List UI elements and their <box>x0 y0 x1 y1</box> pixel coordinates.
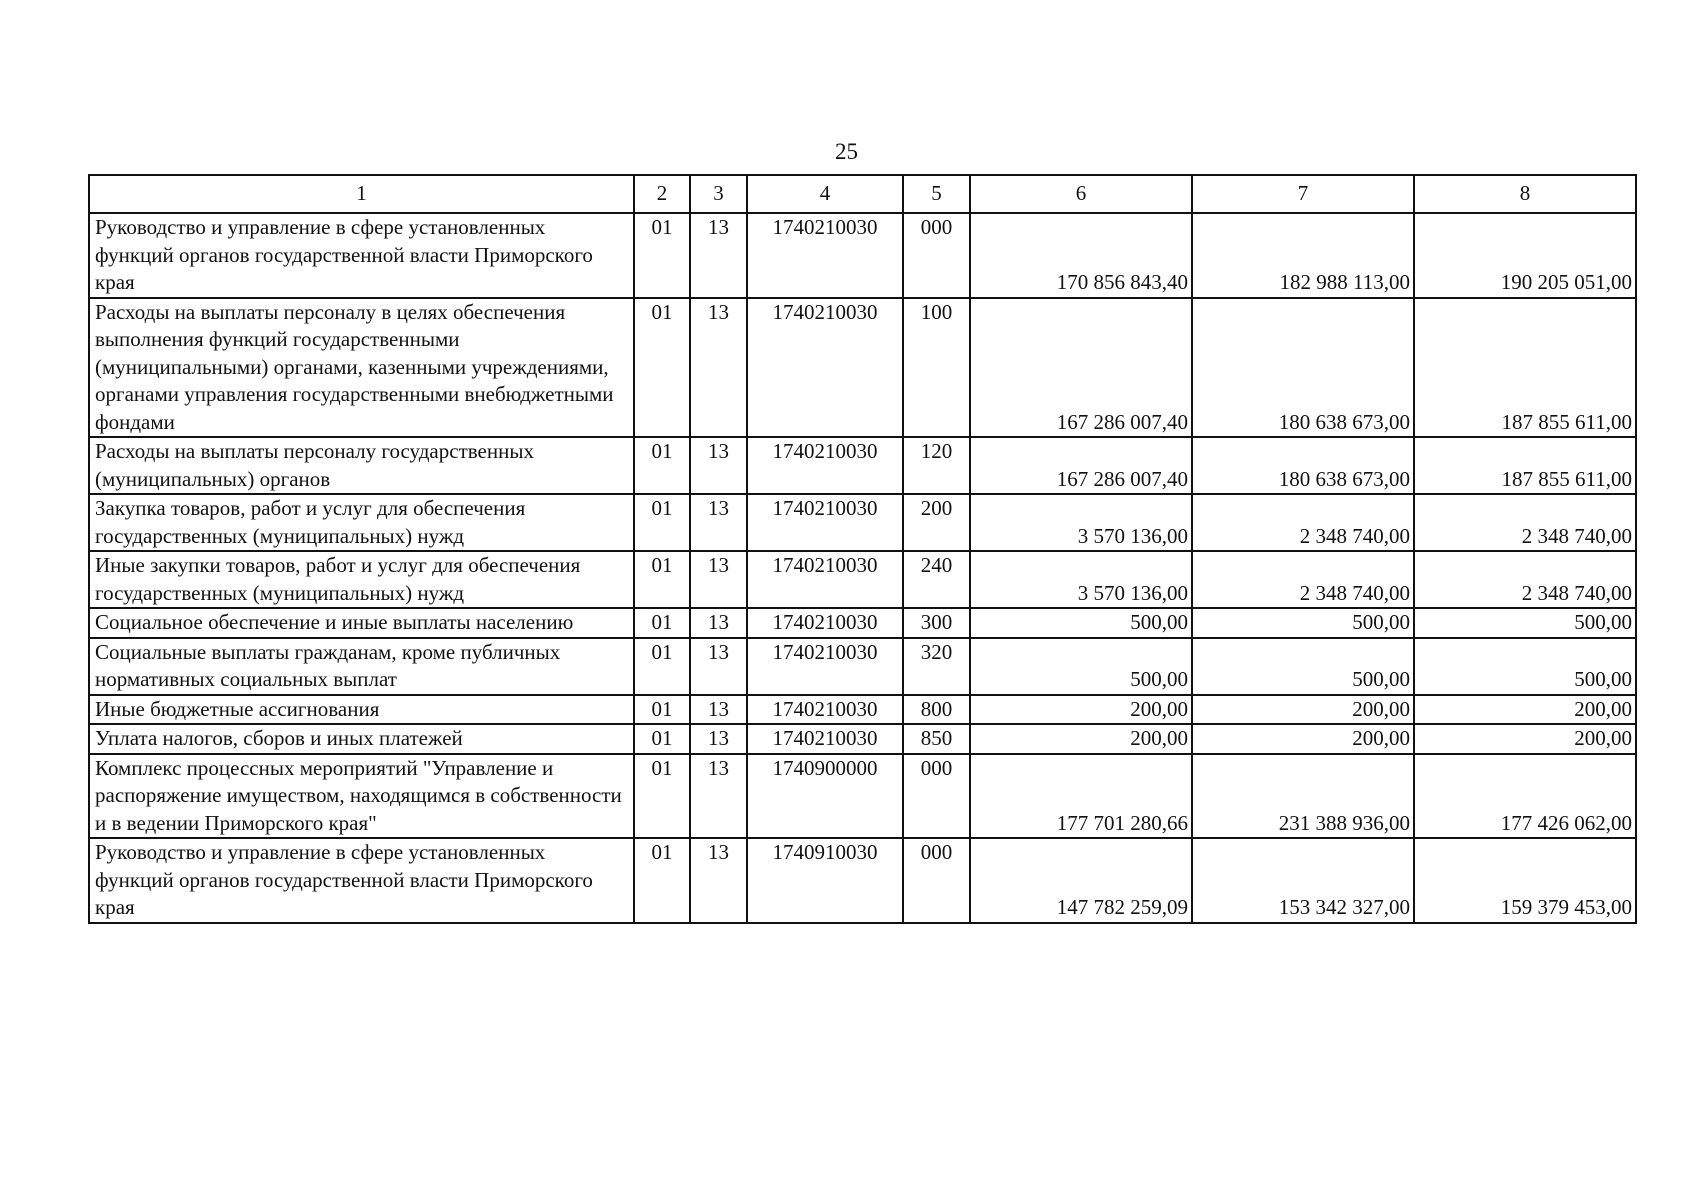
table-row <box>89 437 1636 494</box>
amount-cell: 167 286 007,40 <box>970 437 1192 494</box>
amount-cell: 500,00 <box>970 608 1192 638</box>
target-article-cell: 1740210030 <box>747 724 903 754</box>
section-code-cell: 01 <box>634 695 690 725</box>
header-cell: 5 <box>903 175 970 213</box>
expense-type-cell: 000 <box>903 754 970 839</box>
expense-name-cell: Социальные выплаты гражданам, кроме публичных нормативных социальных выплат <box>89 638 634 695</box>
amount-cell: 182 988 113,00 <box>1192 213 1414 298</box>
amount-cell: 231 388 936,00 <box>1192 754 1414 839</box>
section-code-cell: 01 <box>634 551 690 608</box>
expense-type-cell: 240 <box>903 551 970 608</box>
amount-cell: 3 570 136,00 <box>970 551 1192 608</box>
target-article-cell: 1740210030 <box>747 213 903 298</box>
subsection-code-cell: 13 <box>690 838 747 923</box>
target-article-cell: 1740210030 <box>747 298 903 438</box>
amount-cell: 177 701 280,66 <box>970 754 1192 839</box>
expense-type-cell: 800 <box>903 695 970 725</box>
budget-table <box>88 174 1637 924</box>
expense-name-cell: Уплата налогов, сборов и иных платежей <box>89 724 634 754</box>
amount-cell: 500,00 <box>1414 638 1636 695</box>
amount-cell: 2 348 740,00 <box>1192 494 1414 551</box>
amount-cell: 167 286 007,40 <box>970 298 1192 438</box>
expense-type-cell: 120 <box>903 437 970 494</box>
subsection-code-cell: 13 <box>690 298 747 438</box>
target-article-cell: 1740210030 <box>747 695 903 725</box>
header-cell: 1 <box>89 175 634 213</box>
section-code-cell: 01 <box>634 213 690 298</box>
table-row <box>89 695 1636 725</box>
expense-type-cell: 000 <box>903 213 970 298</box>
expense-type-cell: 100 <box>903 298 970 438</box>
section-code-cell: 01 <box>634 754 690 839</box>
table-row <box>89 838 1636 923</box>
amount-cell: 2 348 740,00 <box>1414 494 1636 551</box>
subsection-code-cell: 13 <box>690 695 747 725</box>
subsection-code-cell: 13 <box>690 551 747 608</box>
subsection-code-cell: 13 <box>690 494 747 551</box>
amount-cell: 2 348 740,00 <box>1414 551 1636 608</box>
expense-name-cell: Расходы на выплаты персоналу в целях обеспечения выполнения функций государственными (муниципальными) органами, казенными учреждениями, органами управления государственными внебюджетными фондами <box>89 298 634 438</box>
amount-cell: 177 426 062,00 <box>1414 754 1636 839</box>
table-body <box>89 175 1636 923</box>
target-article-cell: 1740210030 <box>747 608 903 638</box>
amount-cell: 159 379 453,00 <box>1414 838 1636 923</box>
section-code-cell: 01 <box>634 437 690 494</box>
target-article-cell: 1740210030 <box>747 494 903 551</box>
expense-name-cell: Закупка товаров, работ и услуг для обеспечения государственных (муниципальных) нужд <box>89 494 634 551</box>
amount-cell: 2 348 740,00 <box>1192 551 1414 608</box>
amount-cell: 500,00 <box>1192 638 1414 695</box>
amount-cell: 500,00 <box>970 638 1192 695</box>
table-row <box>89 213 1636 298</box>
header-cell: 3 <box>690 175 747 213</box>
amount-cell: 200,00 <box>1192 695 1414 725</box>
target-article-cell: 1740910030 <box>747 838 903 923</box>
table-row <box>89 551 1636 608</box>
amount-cell: 200,00 <box>1192 724 1414 754</box>
header-cell: 4 <box>747 175 903 213</box>
expense-type-cell: 320 <box>903 638 970 695</box>
subsection-code-cell: 13 <box>690 724 747 754</box>
expense-type-cell: 000 <box>903 838 970 923</box>
expense-name-cell: Руководство и управление в сфере установленных функций органов государственной власти Приморского края <box>89 213 634 298</box>
section-code-cell: 01 <box>634 494 690 551</box>
table-row <box>89 608 1636 638</box>
amount-cell: 500,00 <box>1414 608 1636 638</box>
table-row <box>89 754 1636 839</box>
table-row <box>89 494 1636 551</box>
target-article-cell: 1740210030 <box>747 638 903 695</box>
expense-type-cell: 850 <box>903 724 970 754</box>
amount-cell: 500,00 <box>1192 608 1414 638</box>
amount-cell: 187 855 611,00 <box>1414 437 1636 494</box>
amount-cell: 200,00 <box>1414 695 1636 725</box>
amount-cell: 147 782 259,09 <box>970 838 1192 923</box>
amount-cell: 200,00 <box>970 724 1192 754</box>
amount-cell: 153 342 327,00 <box>1192 838 1414 923</box>
amount-cell: 187 855 611,00 <box>1414 298 1636 438</box>
subsection-code-cell: 13 <box>690 638 747 695</box>
header-cell: 2 <box>634 175 690 213</box>
subsection-code-cell: 13 <box>690 213 747 298</box>
header-cell: 8 <box>1414 175 1636 213</box>
section-code-cell: 01 <box>634 638 690 695</box>
expense-type-cell: 200 <box>903 494 970 551</box>
page-number: 25 <box>835 139 858 164</box>
amount-cell: 180 638 673,00 <box>1192 437 1414 494</box>
expense-name-cell: Расходы на выплаты персоналу государственных (муниципальных) органов <box>89 437 634 494</box>
section-code-cell: 01 <box>634 608 690 638</box>
amount-cell: 200,00 <box>970 695 1192 725</box>
section-code-cell: 01 <box>634 298 690 438</box>
amount-cell: 180 638 673,00 <box>1192 298 1414 438</box>
header-cell: 6 <box>970 175 1192 213</box>
table-row <box>89 638 1636 695</box>
header-cell: 7 <box>1192 175 1414 213</box>
target-article-cell: 1740210030 <box>747 437 903 494</box>
target-article-cell: 1740210030 <box>747 551 903 608</box>
expense-type-cell: 300 <box>903 608 970 638</box>
expense-name-cell: Руководство и управление в сфере установленных функций органов государственной власти Приморского края <box>89 838 634 923</box>
amount-cell: 190 205 051,00 <box>1414 213 1636 298</box>
table-row <box>89 298 1636 438</box>
section-code-cell: 01 <box>634 724 690 754</box>
subsection-code-cell: 13 <box>690 754 747 839</box>
target-article-cell: 1740900000 <box>747 754 903 839</box>
amount-cell: 3 570 136,00 <box>970 494 1192 551</box>
amount-cell: 200,00 <box>1414 724 1636 754</box>
expense-name-cell: Социальное обеспечение и иные выплаты населению <box>89 608 634 638</box>
subsection-code-cell: 13 <box>690 608 747 638</box>
table-header-row <box>89 175 1636 213</box>
section-code-cell: 01 <box>634 838 690 923</box>
expense-name-cell: Комплекс процессных мероприятий "Управление и распоряжение имуществом, находящимся в собственности и в ведении Приморского края" <box>89 754 634 839</box>
expense-name-cell: Иные закупки товаров, работ и услуг для обеспечения государственных (муниципальных) нужд <box>89 551 634 608</box>
amount-cell: 170 856 843,40 <box>970 213 1192 298</box>
subsection-code-cell: 13 <box>690 437 747 494</box>
table-row <box>89 724 1636 754</box>
expense-name-cell: Иные бюджетные ассигнования <box>89 695 634 725</box>
